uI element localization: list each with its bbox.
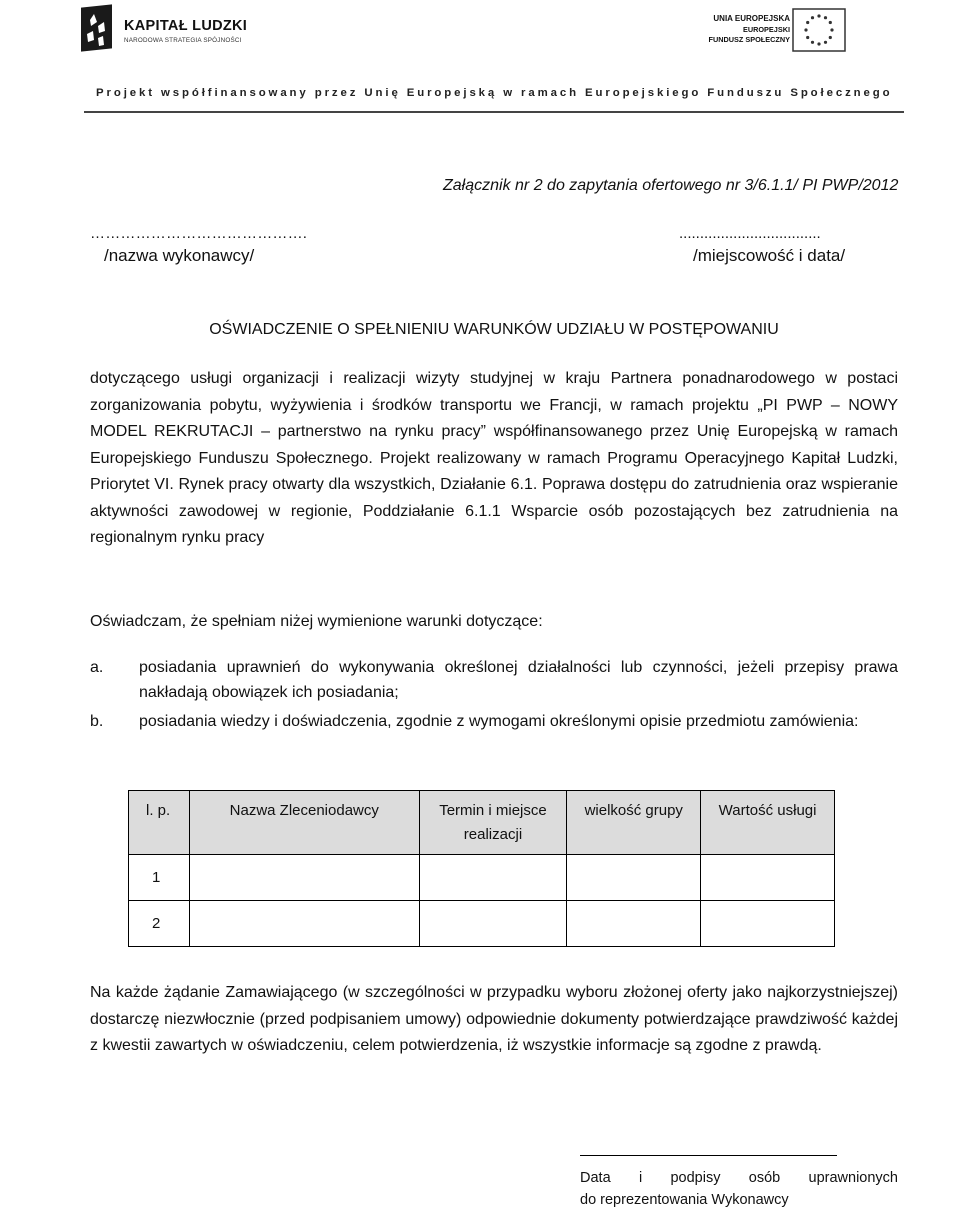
final-note-paragraph: Na każde żądanie Zamawiającego (w szczególności w przypadku wyboru złożonej oferty jako najkorzystniejszej) dostarczę niezwłocznie (przed podpisaniem umowy) odpowiednie dokumenty potwierdzające prawdziwość każdej z kwestii zawartych w oświadczeniu, celem potwierdzenia, iż wszystkie informacje są zgodne z prawdą. — [90, 984, 898, 1054]
table-cell-date-place — [419, 855, 567, 901]
condition-marker: a. — [90, 659, 104, 676]
condition-text: posiadania wiedzy i doświadczenia, zgodnie z wymogami określonymi opisie przedmiotu zamówienia: — [139, 713, 859, 730]
place-date-dots: .................................. — [679, 225, 821, 242]
kapital-ludzki-emblem-icon — [78, 4, 116, 56]
table-cell-lp: 2 — [129, 901, 190, 947]
table-cell-group-size — [567, 855, 701, 901]
table-header-date-place: Termin i miejsce realizacji — [419, 791, 567, 855]
kapital-ludzki-subtitle: NARODOWA STRATEGIA SPÓJNOŚCI — [124, 37, 242, 44]
eu-flag-icon — [792, 8, 846, 52]
condition-item-b — [90, 709, 898, 734]
kapital-ludzki-logo — [78, 4, 248, 56]
table-cell-service-value — [701, 901, 835, 947]
eu-logo — [706, 8, 848, 52]
header-divider — [84, 111, 904, 113]
eu-logo-text — [709, 14, 790, 46]
place-date-label: /miejscowość i data/ — [693, 246, 846, 265]
eu-logo-line1: UNIA EUROPEJSKA — [713, 14, 790, 23]
table-cell-group-size — [567, 901, 701, 947]
condition-marker: b. — [90, 713, 104, 730]
table-cell-client-name — [189, 855, 419, 901]
project-funding-line: Projekt współfinansowany przez Unię Europejską w ramach Europejskiego Funduszu Społecznego — [96, 87, 893, 99]
table-cell-lp: 1 — [129, 855, 190, 901]
table-row — [129, 901, 835, 947]
table-header-group-size: wielkość grupy — [567, 791, 701, 855]
eu-logo-line3: FUNDUSZ SPOŁECZNY — [708, 35, 790, 44]
contractor-name-label: /nazwa wykonawcy/ — [104, 246, 255, 265]
signature-caption-line1: Data i podpisy osób uprawnionych — [580, 1170, 898, 1186]
declaration-text: Oświadczam, że spełniam niżej wymienione warunki dotyczące: — [90, 613, 543, 630]
table-cell-service-value — [701, 855, 835, 901]
table-cell-client-name — [189, 901, 419, 947]
condition-text: posiadania uprawnień do wykonywania określonej działalności lub czynności, jeżeli przepisy prawa nakładają obowiązek ich posiadania; — [139, 659, 898, 701]
eu-logo-line2: EUROPEJSKI — [742, 24, 790, 34]
table-row — [129, 855, 835, 901]
attachment-reference: Załącznik nr 2 do zapytania ofertowego nr 3/6.1.1/ PI PWP/2012 — [443, 177, 899, 194]
experience-table — [128, 790, 835, 947]
signature-line — [580, 1155, 837, 1156]
kapital-ludzki-title: KAPITAŁ LUDZKI — [124, 18, 248, 34]
table-header-row — [129, 791, 835, 855]
table-header-lp: l. p. — [129, 791, 190, 855]
table-header-client-name: Nazwa Zleceniodawcy — [189, 791, 419, 855]
table-header-service-value: Wartość usługi — [701, 791, 835, 855]
contractor-name-dots: ……………………………………. — [90, 225, 308, 242]
document-title: OŚWIADCZENIE O SPEŁNIENIU WARUNKÓW UDZIAŁU W POSTĘPOWANIU — [209, 321, 779, 338]
intro-paragraph: dotyczącego usługi organizacji i realizacji wizyty studyjnej w kraju Partnera ponadnarodowego w postaci zorganizowania pobytu, wyżywienia i środków transportu we Francji, w ramach projektu „PI PWP – NOWY MODEL REKRUTACJI – partnerstwo na rynku pracy” współfinansowanego przez Unię Europejską w ramach Europejskiego Funduszu Społecznego. Projekt realizowany w ramach Programu Operacyjnego Kapitał Ludzki, Priorytet VI. Rynek pracy otwarty dla wszystkich, Działanie 6.1. Poprawa dostępu do zatrudnienia oraz wspieranie aktywności zawodowej w regionie, Poddziałanie 6.1.1 Wsparcie osób pozostających bez zatrudnienia na regionalnym rynku pracy — [90, 370, 898, 546]
signature-caption-line2: do reprezentowania Wykonawcy — [580, 1192, 789, 1208]
table-cell-date-place — [419, 901, 567, 947]
condition-item-a — [90, 655, 898, 705]
